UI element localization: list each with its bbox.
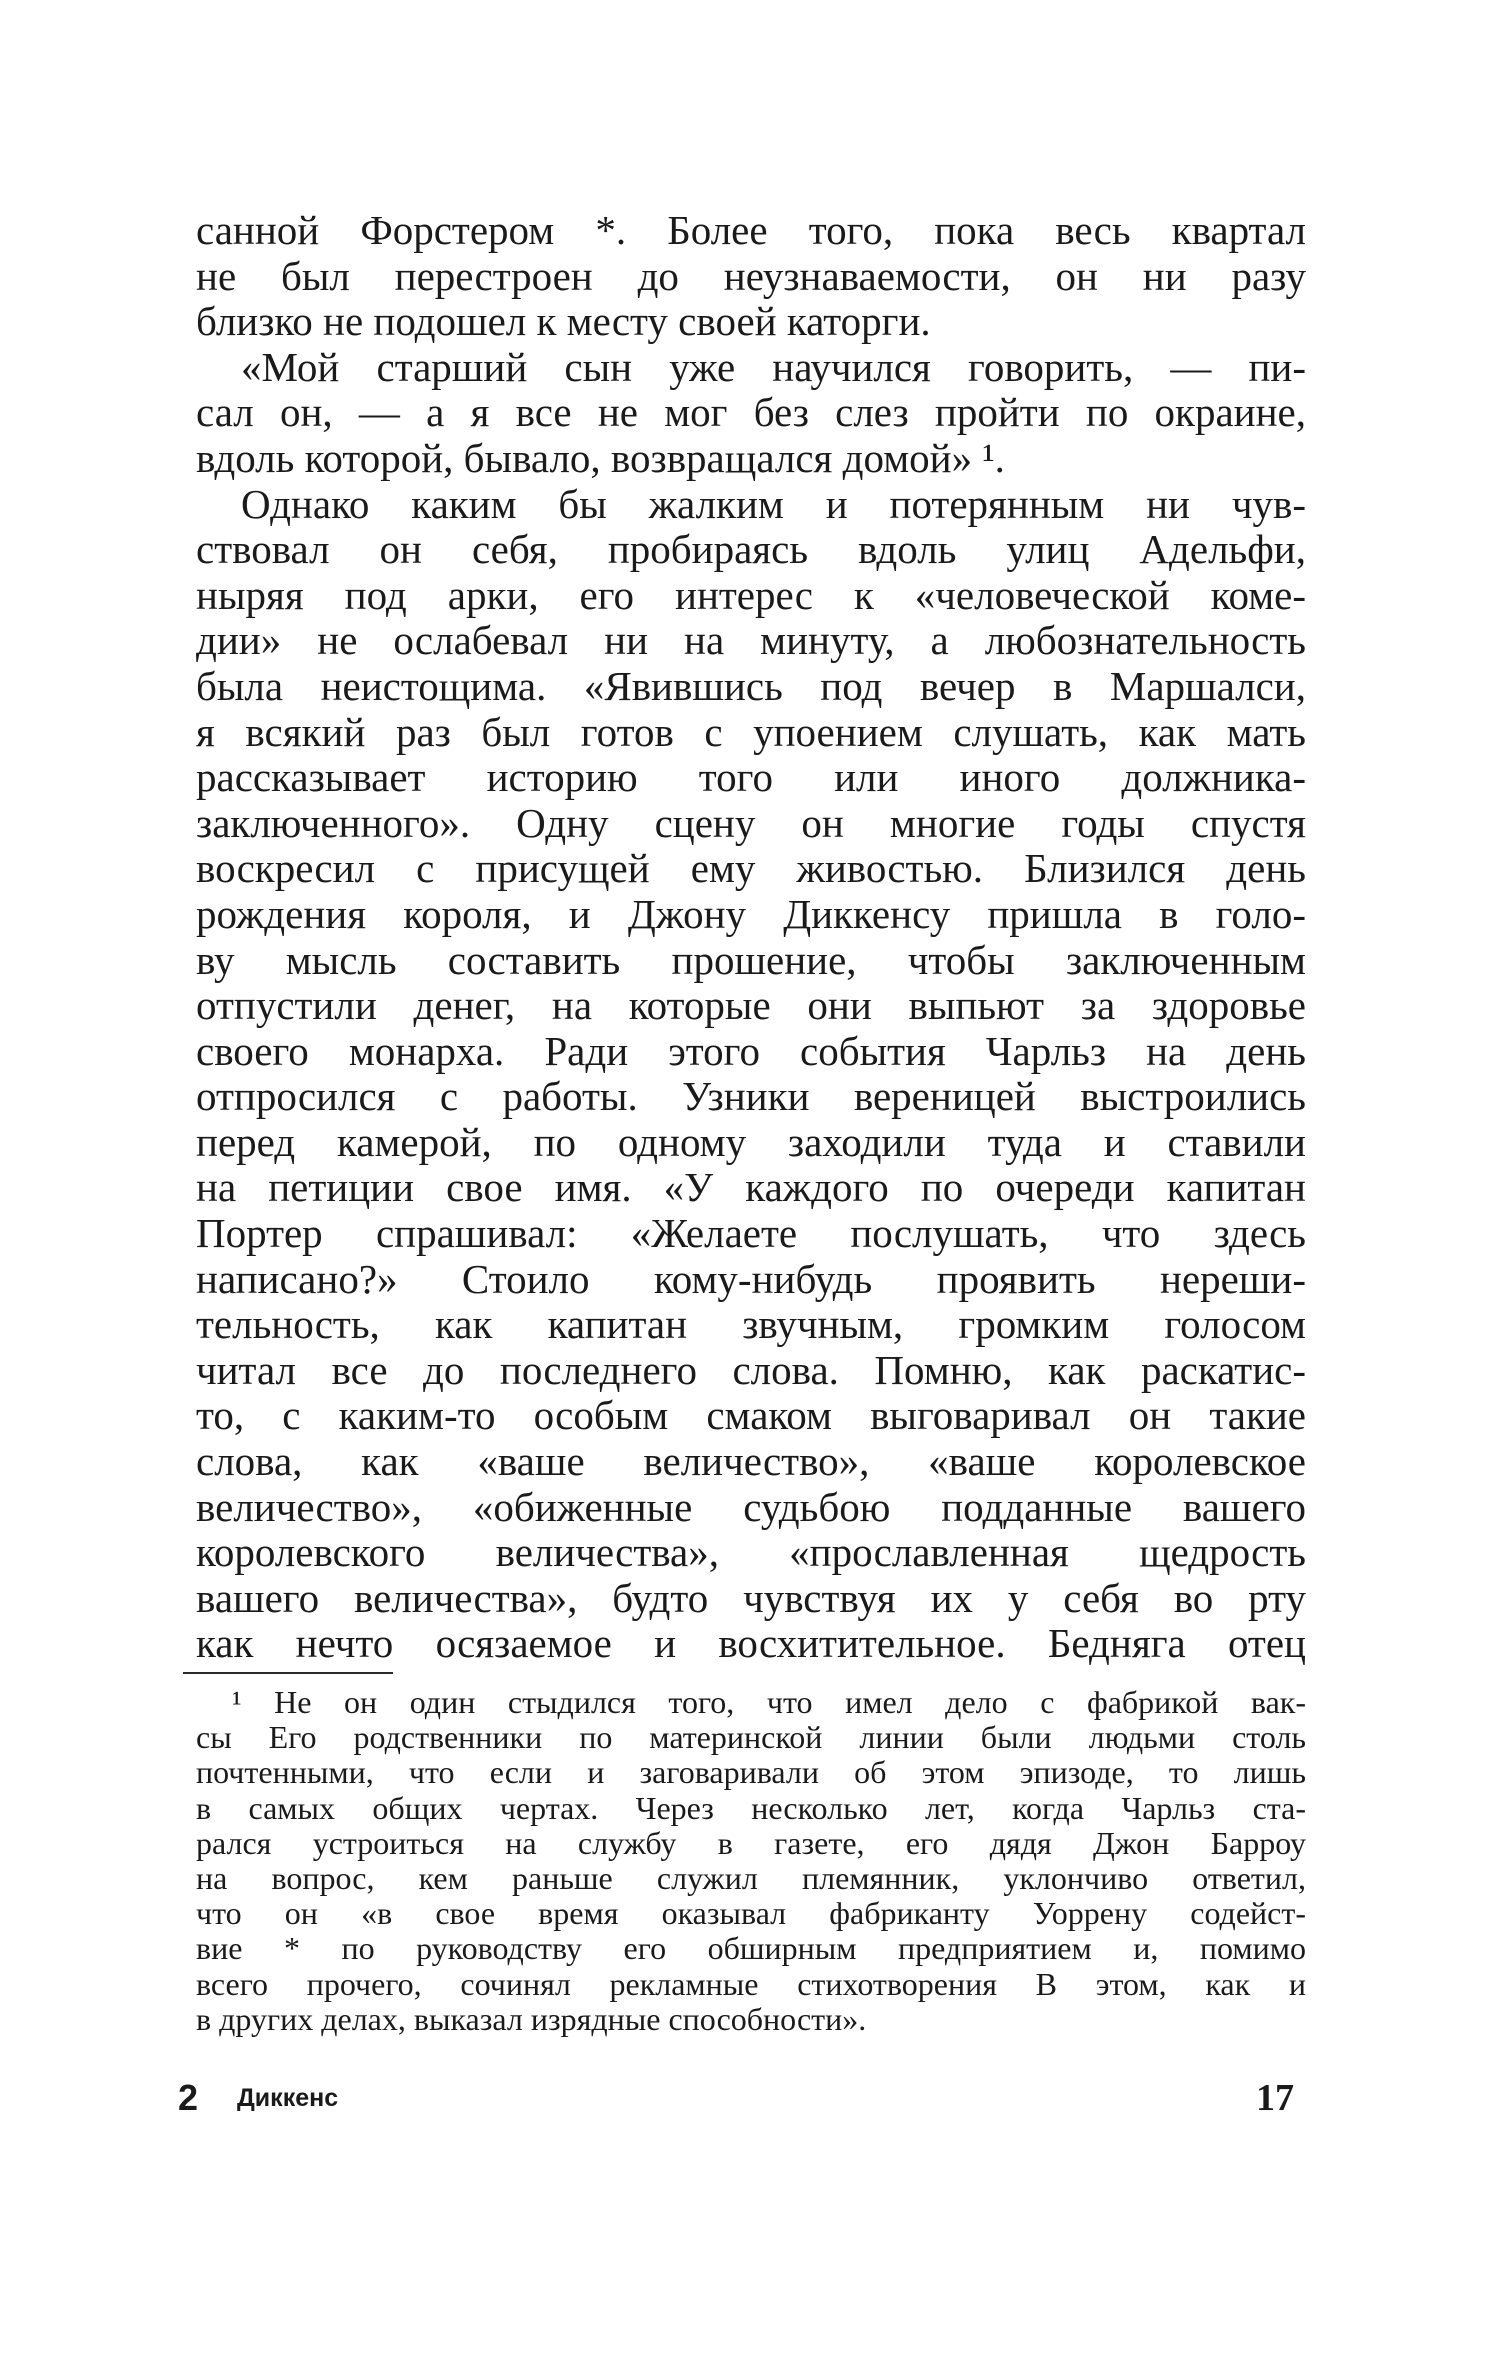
text-line: вдоль которой, бывало, возвращался домой» ¹. [196,434,1005,481]
text-line: своего монарха. Ради этого события Чарльз на день [196,1027,1306,1074]
text-line: была неистощима. «Явившись под вечер в Маршалси, [196,662,1306,709]
text-line: королевского величества», «прославленная щедрость [196,1529,1306,1576]
main-text [196,208,1306,1667]
text-line: ву мысль составить прошение, чтобы заключенным [196,936,1306,983]
text-line: слова, как «ваше величество», «ваше королевское [196,1438,1306,1485]
text-line: рождения короля, и Джону Диккенсу пришла в голо- [196,890,1306,937]
text-line: на петиции свое имя. «У каждого по очереди капитан [196,1164,1306,1211]
text-line: отпросился с работы. Узники вереницей выстроились [196,1073,1306,1120]
text-line: написано?» Стоило кому-нибудь проявить нереши- [196,1255,1306,1302]
footnote-block [196,1685,1306,2037]
footnote-divider [183,1672,393,1674]
printer-signature-number: 2 [178,2077,199,2118]
footnote-line: в других делах, выказал изрядные способности». [196,2000,867,2037]
footnote-line: что он «в свое время оказывал фабриканту Уоррену содейст- [196,1895,1306,1932]
text-line: Однако каким бы жалким и потерянным ни чув- [241,480,1306,527]
text-line: санной Форстером *. Более того, пока весь квартал [196,207,1306,253]
text-line: воскресил с присущей ему живостью. Близился день [196,845,1306,892]
text-line: «Мой старший сын уже научился говорить, — пи- [241,343,1306,390]
footnote-line: ¹ Не он один стыдился того, что имел дело с фабрикой вак- [232,1684,1306,1720]
printer-signature-label: Диккенс [237,2084,339,2112]
text-line: ныряя под арки, его интерес к «человеческой коме- [196,571,1306,618]
text-line: не был перестроен до неузнаваемости, он ни разу [196,252,1306,299]
footnote-line: в самых общих чертах. Через несколько лет, когда Чарльз ста- [196,1789,1306,1826]
footnote-line: почтенными, что если и заговаривали об этом эпизоде, то лишь [196,1754,1306,1791]
text-line: ствовал он себя, пробираясь вдоль улиц Адельфи, [196,526,1306,573]
text-line: близко не подошел к месту своей каторги. [196,298,931,345]
text-line: перед камерой, по одному заходили туда и ставили [196,1118,1306,1165]
footnote-line: всего прочего, сочинял рекламные стихотворения В этом, как и [196,1965,1306,2002]
text-line: заключенного». Одну сцену он многие годы спустя [196,799,1306,846]
text-line: Портер спрашивал: «Желаете послушать, что здесь [196,1210,1306,1257]
text-line: вашего величества», будто чувствуя их у себя во рту [196,1574,1306,1621]
text-line: рассказывает историю того или иного должника- [196,754,1306,801]
footnote-line: на вопрос, кем раньше служил племянник, уклончиво ответил, [196,1859,1306,1896]
text-line: читал все до последнего слова. Помню, как раскатис- [196,1346,1306,1393]
footnote-line: рался устроиться на службу в газете, его дядя Джон Барроу [196,1824,1306,1861]
text-line: как нечто осязаемое и восхитительное. Бедняга отец [196,1620,1306,1667]
text-line: то, с каким-то особым смаком выговаривал он такие [196,1392,1306,1439]
text-line: дии» не ослабевал ни на минуту, а любознательность [196,617,1306,664]
text-line: сал он, — а я все не мог без слез пройти по окраине, [196,389,1306,436]
footnote-line: вие * по руководству его обширным предприятием и, помимо [196,1930,1306,1967]
text-line: я всякий раз был готов с упоением слушать, как мать [196,708,1306,755]
footnote-line: сы Его родственники по материнской линии были людьми столь [196,1719,1306,1756]
text-line: величество», «обиженные судьбою подданные вашего [196,1483,1306,1530]
text-line: отпустили денег, на которые они выпьют за здоровье [196,982,1306,1029]
text-line: тельность, как капитан звучным, громким голосом [196,1301,1306,1348]
page-number: 17 [1256,2077,1294,2119]
